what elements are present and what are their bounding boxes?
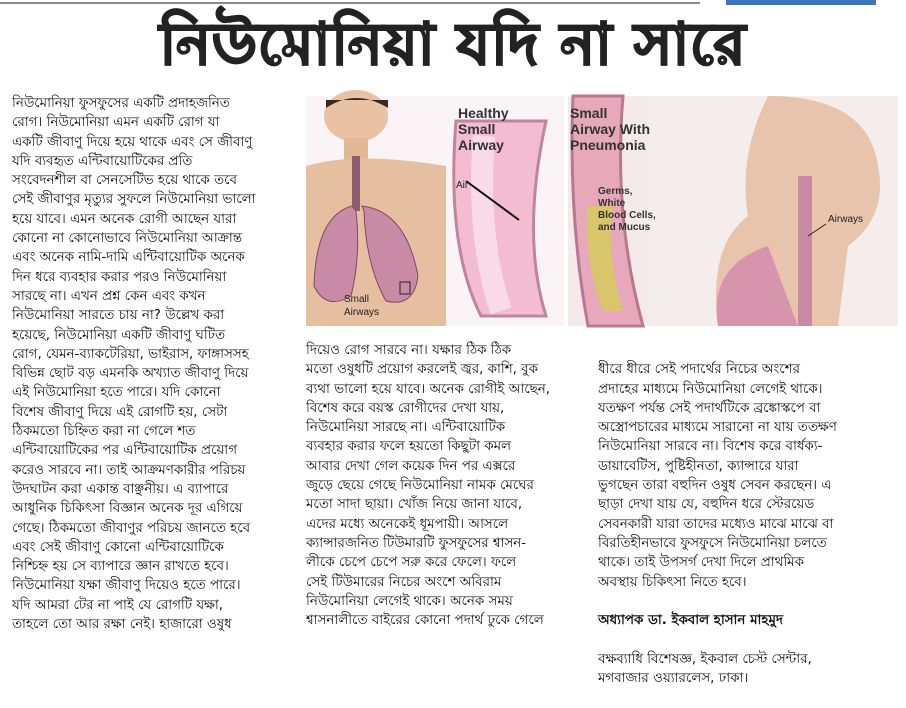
article-column-2: দিয়েও রোগ সারবে না। যক্ষার ঠিক ঠিক মতো ওষুধটি প্রয়োগ করলেই জ্বর, কাশি, বুক ব্যথা ভালো হয়ে যাবে। অনেক রোগীই আছেন, বিশেষ করে বয়স্ক রোগীদের দেখা যায়, নিউমোনিয়া সারছে না। এন্টিবায়োটিক ব্যবহার করার ফলে হয়তো কিছুটা কমল আবার দেখা গেল কয়েক দিন পর এক্সরে জুড়ে ছেয়ে গেছে নিউমোনিয়া নামক মেঘের মতো সাদা ছায়া। খোঁজ নিয়ে জানা যাবে, এদের মধ্যে অনেকেই ধূমপায়ী। আসলে ক্যান্সারজনিত টিউমারটি ফুসফুসের শ্বাসন- লীকে চেপে চেপে সরু করে ফেলে। ফলে সেই টিউমারের নিচের অংশে অবিরাম নিউমোনিয়া লেগেই থাকে। অনেক সময় শ্বাসনালীতে বাইরের কোনো পদার্থ ঢুকে গেলে bbox=[306, 343, 551, 629]
top-rule bbox=[0, 0, 906, 6]
author-name: অধ্যাপক ডা. ইকবাল হাসান মাহমুদ bbox=[598, 613, 783, 629]
label-small-airways-1: Small bbox=[344, 294, 370, 305]
label-p-pneumonia: Pneumonia bbox=[570, 137, 646, 153]
author-details: বক্ষব্যাধি বিশেষজ্ঞ, ইকবাল চেস্ট সেন্টার, মগবাজার ওয়্যারলেস, ঢাকা। bbox=[598, 651, 812, 687]
article-column-3 bbox=[598, 341, 898, 708]
label-healthy: Healthy bbox=[458, 105, 509, 121]
airways-profile-illustration bbox=[570, 96, 898, 326]
blue-rule bbox=[726, 0, 876, 5]
head-shape bbox=[324, 90, 388, 142]
label-p-small: Small bbox=[570, 105, 608, 121]
label-small-airways-2: Airways bbox=[344, 307, 380, 318]
label-blood-cells: Blood Cells, bbox=[598, 210, 656, 221]
label-mucus: and Mucus bbox=[598, 222, 651, 233]
trachea-shape bbox=[352, 156, 360, 211]
label-airway: Airway bbox=[458, 137, 504, 153]
article-column-1: নিউমোনিয়া ফুসফুসের একটি প্রদাহজনিত রোগ। নিউমোনিয়া এমন একটি রোগ যা একটি জীবাণু দিয়ে হয়ে থাকে এবং সে জীবাণু যদি ব্যবহৃত এন্টিবায়োটিকের প্রতি সংবেদনশীল বা সেনসেটিভ হয়ে থাকে তবে সেই জীবাণুর মৃত্যুর সুফলে নিউমোনিয়া ভালো হয়ে যাবে। এমন অনেক রোগী আছেন যারা কোনো না কোনোভাবে নিউমোনিয়া আক্রান্ত এবং অনেক নামি-দামি এন্টিবায়োটিক অনেক দিন ধরে ব্যবহার করার পরও নিউমোনিয়া সারছে না। এখন প্রশ্ন কেন এবং কখন নিউমোনিয়া সারতে চায় না? উল্লেখ করা হয়েছে, নিউমোনিয়া একটি জীবাণু ঘটিত রোগ, যেমন-ব্যাকটেরিয়া, ভাইরাস, ফাঙ্গাসসহ বিভিন্ন ছোট বড় এমনকি অখ্যাত জীবাণু দিয়ে এই নিউমোনিয়া হতে পারে। যদি কোনো বিশেষ জীবাণু দিয়ে এই রোগটি হয়, সেটা ঠিকমতো চিহ্নিত করা না গেলে শত এন্টিবায়োটিকের পর এন্টিবায়োটিক প্রয়োগ করেও সারবে না। তাই আক্রমণকারীর পরিচয় উদঘাটন করা একান্ত বাঞ্ছনীয়। এ ব্যাপারে আধুনিক চিকিৎসা বিজ্ঞান অনেক দূর এগিয়ে গেছে। ঠিকমতো জীবাণুর পরিচয় জানতে হবে এবং সেই জীবাণু কোনো এন্টিবায়োটিকে নিশ্চিহ্ন হয় সে ব্যাপারে জ্ঞান রাখতে হবে। নিউমোনিয়া যক্ষা জীবাণু দিয়েও হতে পারে। যদি আমরা টের না পাই যে রোগটি যক্ষা, তাহলে তো আর রক্ষা নেই। হাজারো ওষুধ bbox=[12, 96, 256, 633]
label-germs: Germs, bbox=[598, 186, 633, 197]
airways-profile-svg bbox=[570, 96, 898, 326]
label-airways: Airways bbox=[828, 214, 864, 225]
label-small: Small bbox=[458, 121, 496, 137]
article-headline: নিউমোনিয়া যদি না সারে bbox=[159, 10, 747, 78]
label-white: White bbox=[598, 198, 626, 209]
healthy-airway-svg bbox=[306, 96, 564, 326]
label-p-airway: Airway With bbox=[570, 121, 650, 137]
label-air: Air bbox=[456, 180, 469, 191]
healthy-airway-illustration bbox=[306, 96, 564, 326]
trachea-profile bbox=[798, 176, 812, 326]
gray-rule bbox=[0, 2, 700, 4]
column-3-text: ধীরে ধীরে সেই পদার্থের নিচের অংশের প্রদাহের মাধ্যমে নিউমোনিয়া লেগেই থাকে। যতক্ষণ পর্যন্ত সেই পদার্থটিকে ব্রঙ্কোস্কপে বা অস্ত্রোপচারের মাধ্যমে সারানো না যায় ততক্ষণ নিউমোনিয়া সারবে না। বিশেষ করে বার্ধক্য- ডায়াবেটিস, পুষ্টিহীনতা, ক্যান্সারে যারা ভুগছেন তারা বহুদিন ওষুধ সেবন করছেন। এ ছাড়া দেখা যায় যে, বহুদিন ধরে স্টেরয়েড সেবনকারী যারা তাদের মধ্যেও মাঝে মাঝে বা বিরতিহীনভাবে ফুসফুসে নিউমোনিয়া চলতে থাকে। তাই উপসর্গ দেখা দিলে প্রাথমিক অবস্থায় চিকিৎসা নিতে হবে। bbox=[598, 362, 837, 590]
